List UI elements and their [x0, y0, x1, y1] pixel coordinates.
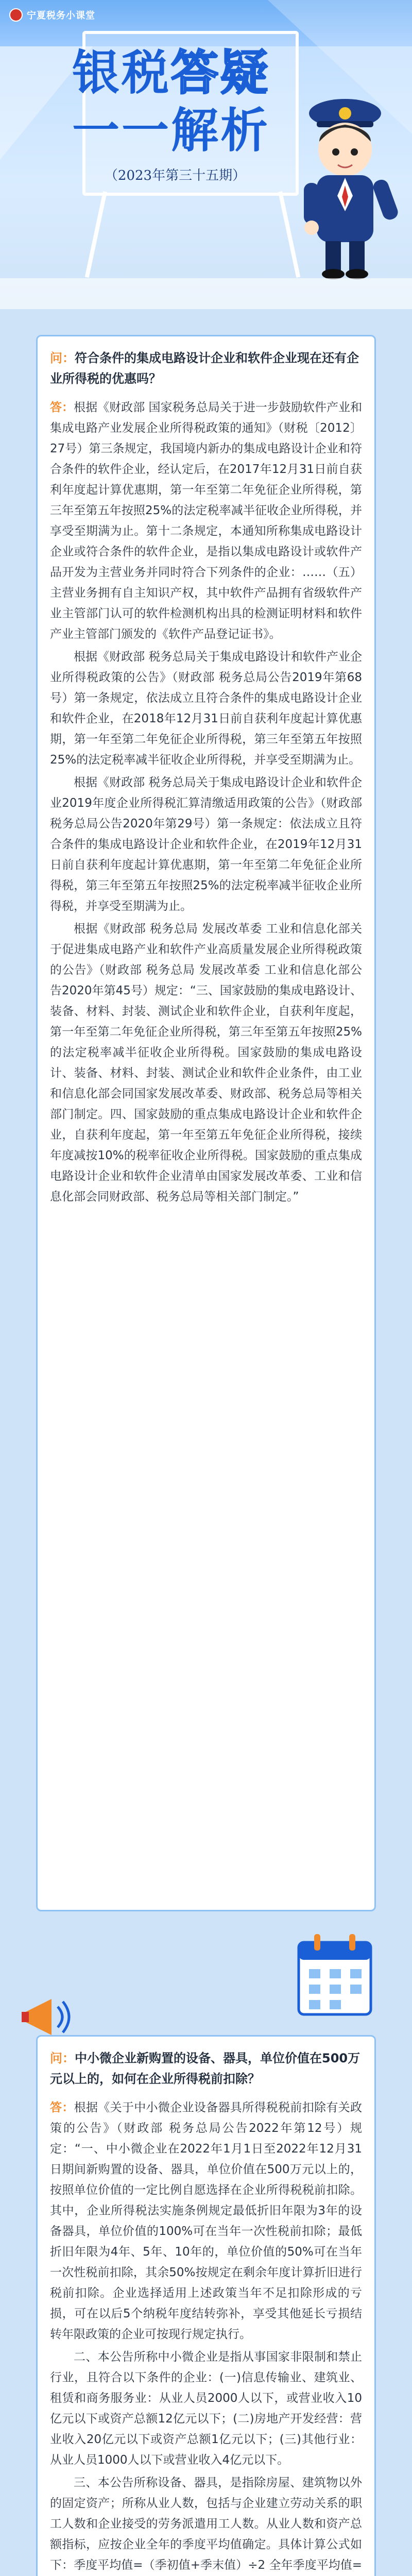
tax-emblem-icon: [9, 8, 23, 22]
question-text: 中小微企业新购置的设备、器具，单位价值在500万元以上的，如何在企业所得税前扣除？: [50, 2051, 360, 2086]
brand-logo: [9, 7, 95, 23]
answer-paragraph: 二、本公告所称中小微企业是指从事国家非限制和禁止行业，且符合以下条件的企业：(一)信息传输业、建筑业、租赁和商务服务业：从业人员2000人以下，或营业收入10亿元以下或资产总额12亿元以下；(二)房地产开发经营：营业收入20亿元以下或资产总额1亿元以下；(三)其他行业：从业人员1000人以下或营业收入4亿元以下。: [50, 2350, 362, 2467]
answer-tag: 答：: [50, 2101, 74, 2114]
answer-paragraph: 根据《财政部 税务总局 发展改革委 工业和信息化部关于促进集成电路产业和软件产业高质量发展企业所得税政策的公告》（财政部 税务总局 发展改革委 工业和信息化部公告2020年第45号）规定：“三、国家鼓励的集成电路设计、装备、材料、封装、测试企业和软件企业，自获利年度起，第一年至第二年免征企业所得税，第三年至第五年按照25%的法定税率减半征收企业所得税。国家鼓励的集成电路设计、装备、材料、封装、测试企业和软件企业条件，由工业和信息化部会同国家发展改革委、财政部、税务总局等相关部门制定。四、国家鼓励的重点集成电路设计企业和软件企业，自获利年度起，第一年至第五年免征企业所得税，接续年度减按10%的税率征收企业所得税。国家鼓励的重点集成电路设计企业和软件企业清单由国家发展改革委、工业和信息化部会同财政部、税务总局等相关部门制定。”: [50, 922, 362, 1204]
question-2: [50, 2048, 362, 2089]
qa-card-1: [36, 335, 376, 1911]
issue-subtitle: （2023年第三十五期）: [104, 168, 246, 183]
question-block-2: [50, 2048, 362, 2089]
calendar-icon: [288, 1927, 381, 2025]
answer-paragraph: [50, 397, 362, 645]
answer-paragraph: 三、本公告所称设备、器具，是指除房屋、建筑物以外的固定资产；所称从业人数，包括与企业建立劳动关系的职工人数和企业接受的劳务派遣用工人数。从业人数和资产总额指标，应按企业全年的季度平均值确定。具体计算公式如下：季度平均值=（季初值+季末值）÷2 全年季度平均值=: [50, 2476, 362, 2572]
question-1: [50, 348, 362, 389]
title-part-4: 解析: [171, 103, 270, 158]
answer-paragraph: 根据《财政部 税务总局关于集成电路设计和软件产业企业所得税政策的公告》（财政部 税务总局公告2019年第68号）第一条规定，依法成立且符合条件的集成电路设计企业和软件企业，在2018年12月31日前自获利年度起计算优惠期，第一年至第二年免征企业所得税，第三年至第五年按照25%的法定税率减半征收企业所得税，并享受至期满为止。: [50, 650, 362, 767]
brand-name: 宁夏税务小课堂: [27, 10, 95, 21]
answer-text: 根据《财政部 国家税务总局关于进一步鼓励软件产业和集成电路产业发展企业所得税政策的通知》（财税〔2012〕27号）第三条规定，我国境内新办的集成电路设计企业和符合条件的软件企业，经认定后，在2017年12月31日前自获利年度起计算优惠期，第一年至第二年免征企业所得税，第三年至第五年按照25%的法定税率减半征收企业所得税，并享受至期满为止。第十二条规定，本通知所称集成电路设计企业或符合条件的软件企业，是指以集成电路设计或软件产品开发为主营业务并同时符合下列条件的企业：……（五）主营业务拥有自主知识产权，其中软件产品拥有省级软件产业主管部门认可的软件检测机构出具的检测证明材料和软件产业主管部门颁发的《软件产品登记证书》。: [50, 401, 363, 641]
qa-card-2: [36, 2035, 376, 2576]
title-part-2: 答疑: [171, 45, 270, 100]
page-title: [72, 44, 299, 160]
title-part-1: 银税: [72, 45, 171, 100]
header-ground: [0, 278, 412, 309]
tax-officer-mascot-icon: [288, 77, 402, 283]
answer-block-1: [50, 397, 362, 1209]
answer-block-2: [50, 2097, 362, 2576]
answer-text: 根据《关于中小微企业设备器具所得税税前扣除有关政策的公告》（财政部 税务总局公告2022年第12号）规定：“一、中小微企业在2022年1月1日至2022年12月31日期间新购置的设备、器具，单位价值在500万元以上的，按照单位价值的一定比例自愿选择在企业所得税税前扣除。其中，企业所得税法实施条例规定最低折旧年限为3年的设备器具，单位价值的100%可在当年一次性税前扣除；最低折旧年限为4年、5年、10年的，单位价值的50%可在当年一次性税前扣除，其余50%按规定在剩余年度计算折旧进行税前扣除。企业选择适用上述政策当年不足扣除形成的亏损，可在以后5个纳税年度结转弥补，享受其他延长亏损结转年限政策的企业可按现行规定执行。: [50, 2101, 363, 2341]
answer-paragraph: [50, 2097, 362, 2345]
answer-paragraph: 根据《财政部 税务总局关于集成电路设计企业和软件企业2019年度企业所得税汇算清缴适用政策的公告》（财政部 税务总局公告2020年第29号）第一条规定：依法成立且符合条件的集成电路设计企业和软件企业，在2019年12月31日前自获利年度起计算优惠期，第一年至第二年免征企业所得税，第三年至第五年按照25%的法定税率减半征收企业所得税，并享受至期满为止。: [50, 776, 362, 913]
question-tag: 问：: [50, 351, 75, 365]
question-tag: 问：: [50, 2051, 75, 2065]
question-text: 符合条件的集成电路设计企业和软件企业现在还有企业所得税的优惠吗？: [50, 351, 359, 386]
question-block-1: [50, 348, 362, 389]
answer-tag: 答：: [50, 401, 74, 414]
megaphone-icon: [21, 1994, 77, 2040]
title-part-3: 一一: [72, 103, 171, 158]
